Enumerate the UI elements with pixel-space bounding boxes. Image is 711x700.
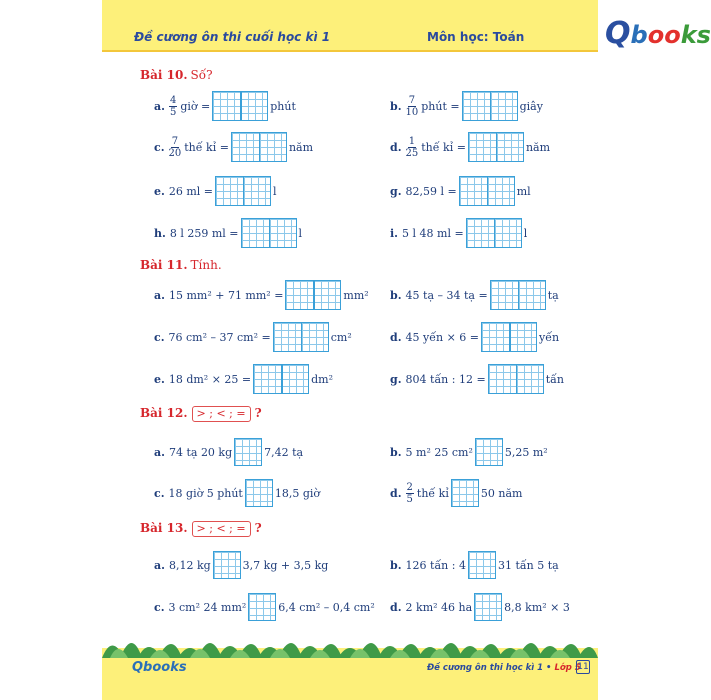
exercise-10c [154,132,313,162]
item-unit: dm² [311,372,334,386]
item-right-expression: 50 năm [480,486,523,500]
answer-box[interactable] [451,479,479,507]
item-expression: 45 tạ – 34 tạ = [405,288,488,302]
answer-box[interactable] [459,176,515,206]
exercise-13a [154,551,328,579]
worksheet-page [102,0,598,700]
exercise-13d [390,593,570,621]
item-label: c. [154,486,165,500]
exercise-title: Bài 13. [140,521,188,535]
exercise-11b [390,280,559,310]
item-unit: mm² [343,288,369,302]
item-unit: giây [519,99,543,113]
numerator: 4 [169,94,177,106]
answer-box[interactable] [285,280,341,310]
exercise-12b [390,438,548,466]
item-label: a. [154,99,165,113]
item-label: b. [390,558,402,572]
item-left-expression: 3 cm² 24 mm² [168,600,247,614]
header-divider [102,50,598,52]
item-label: e. [154,372,165,386]
item-unit: l [272,184,277,198]
item-right-expression: 5,25 m² [504,445,548,459]
exercise-11-heading [140,258,222,272]
exercise-11e [154,364,333,394]
item-expression: giờ = [180,99,211,113]
exercise-task: Tính. [190,258,222,272]
logo-ks: ks [680,21,711,49]
denominator: 20 [168,147,182,159]
exercise-11a [154,280,369,310]
answer-box[interactable] [474,593,502,621]
item-expression: 45 yến × 6 = [405,330,480,344]
answer-box[interactable] [215,176,271,206]
answer-box[interactable] [466,218,522,248]
comparison-signs-box: > ; < ; = [192,521,251,537]
item-unit: yến [539,330,560,344]
item-right-expression: 18,5 giờ [274,486,321,500]
numerator: 2 [406,481,413,493]
item-left-expression: 2 km² 46 ha [405,600,473,614]
answer-box[interactable] [241,218,297,248]
item-expression: phút = [421,99,460,113]
logo-q: Q [605,16,631,51]
item-label: b. [390,99,402,113]
item-expression: thế kỉ = [421,140,466,154]
exercise-task: Số? [190,68,213,82]
exercise-10e [154,176,277,206]
exercise-title: Bài 10. [140,68,188,82]
item-unit: tấn [545,372,564,386]
footer-caption [427,663,581,673]
item-label: b. [390,445,402,459]
item-label: d. [390,330,402,344]
fraction [406,482,414,505]
item-left-expression: 74 tạ 20 kg [168,445,233,459]
item-label: b. [390,288,402,302]
answer-box[interactable] [248,593,276,621]
leaf-decoration-icon [102,628,598,658]
exercise-12c [154,479,320,507]
denominator: 10 [405,106,419,118]
item-right-expression: 31 tấn 5 tạ [497,558,559,572]
item-expression: 26 ml = [168,184,213,198]
exercise-11d [390,322,559,352]
answer-box[interactable] [488,364,544,394]
item-label: a. [154,288,165,302]
item-left-expression: 18 giờ 5 phút [168,486,243,500]
item-unit: năm [525,140,551,154]
page-number: 11 [577,662,589,672]
exercise-13c [154,593,375,621]
item-expression: 18 dm² × 25 = [168,372,252,386]
exercise-10d [390,132,550,162]
exercise-10g [390,176,531,206]
answer-box[interactable] [273,322,329,352]
answer-box[interactable] [213,551,241,579]
exercise-10-heading [140,68,213,82]
item-label: g. [390,372,402,386]
item-unit: phút [270,99,296,113]
denominator: 5 [406,493,413,505]
item-expression: 804 tấn : 12 = [405,372,486,386]
header-subject: Môn học: Toán [427,30,525,44]
exercise-12a [154,438,303,466]
answer-box[interactable] [234,438,262,466]
item-label: c. [154,600,165,614]
logo-b: b [630,21,648,49]
exercise-12-heading [140,406,262,422]
item-label: a. [154,558,165,572]
numerator: 7 [408,94,416,106]
numerator: 7 [171,135,179,147]
item-expression: 82,59 l = [405,184,457,198]
footer-title: Đề cương ôn thi học kì 1 • [427,663,552,673]
fraction [406,136,419,159]
item-label: d. [390,600,402,614]
item-expression: 76 cm² – 37 cm² = [168,330,271,344]
question-mark: ? [254,521,262,535]
item-right-expression: 7,42 tạ [264,445,304,459]
answer-box[interactable] [475,438,503,466]
item-label: c. [154,330,165,344]
item-right-expression: 6,4 cm² – 0,4 cm² [278,600,375,614]
logo-oo: oo [647,21,681,49]
item-unit: ml [516,184,531,198]
item-label: d. [390,140,402,154]
item-left-expression: 126 tấn : 4 [405,558,466,572]
header-title: Đề cương ôn thi cuối học kì 1 [134,30,331,44]
exercise-11c [154,322,352,352]
exercise-13-heading [140,521,262,537]
item-right-expression: 3,7 kg + 3,5 kg [242,558,329,572]
answer-box[interactable] [481,322,537,352]
footer-grade: Lớp 5 [554,663,581,673]
exercise-10b [390,91,543,121]
item-left-expression: thế kỉ [416,486,449,500]
fraction [406,95,419,118]
item-right-expression: 8,8 km² × 3 [504,600,570,614]
item-label: h. [154,226,166,240]
denominator: 5 [169,106,177,118]
item-unit: tạ [547,288,559,302]
item-label: e. [154,184,165,198]
answer-box[interactable] [231,132,287,162]
denominator: 25 [405,147,419,159]
item-label: a. [154,445,165,459]
item-expression: 8 l 259 ml = [169,226,239,240]
answer-box[interactable] [468,551,496,579]
numerator: 1 [408,135,416,147]
comparison-signs-box: > ; < ; = [192,406,251,422]
answer-box[interactable] [462,91,518,121]
fraction [169,95,177,118]
fraction [169,136,182,159]
question-mark: ? [254,406,262,420]
exercise-12d [390,479,522,507]
item-unit: cm² [330,330,352,344]
exercise-10i [390,218,527,248]
item-label: d. [390,486,402,500]
answer-box[interactable] [253,364,309,394]
exercise-title: Bài 11. [140,258,188,272]
item-left-expression: 8,12 kg [168,558,211,572]
exercise-10a [154,91,296,121]
answer-box[interactable] [245,479,273,507]
item-label: g. [390,184,402,198]
exercise-10h [154,218,302,248]
item-expression: 15 mm² + 71 mm² = [168,288,284,302]
item-unit: l [298,226,303,240]
footer-logo: Qbooks [132,660,187,675]
item-unit: l [523,226,528,240]
item-label: i. [390,226,399,240]
item-left-expression: 5 m² 25 cm² [405,445,473,459]
item-label: c. [154,140,165,154]
exercise-title: Bài 12. [140,406,188,420]
qbooks-logo [605,16,711,56]
answer-box[interactable] [468,132,524,162]
item-expression: thế kỉ = [184,140,229,154]
answer-box[interactable] [212,91,268,121]
exercise-11g [390,364,564,394]
answer-box[interactable] [490,280,546,310]
item-unit: năm [288,140,314,154]
exercise-13b [390,551,559,579]
item-expression: 5 l 48 ml = [402,226,464,240]
